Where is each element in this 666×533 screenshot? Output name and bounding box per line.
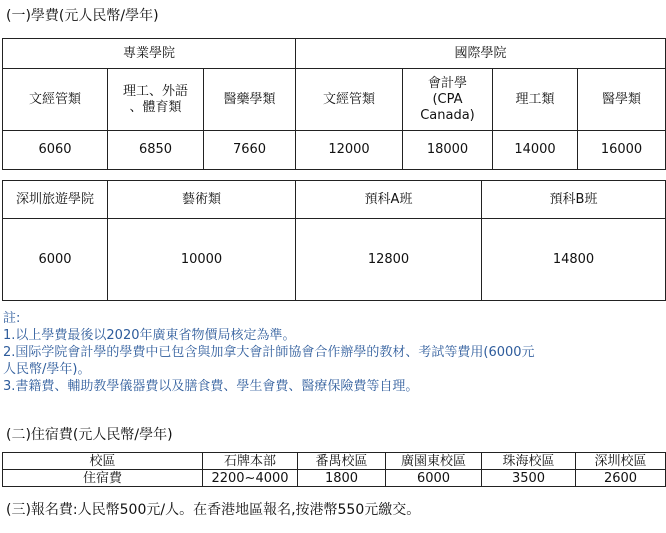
table1-value-cell: 12000 — [296, 131, 403, 170]
note-item: 2.国际学院會計學的學費中已包含與加拿大會計師協會合作辦學的教材、考試等費用(6000元 — [3, 345, 535, 360]
section1-heading: (一)學費(元人民幣/學年) — [6, 8, 159, 24]
table1-header-cell: 理工、外語 、體育類 — [108, 69, 204, 131]
accommodation-table — [2, 452, 666, 487]
group-header-professional: 專業學院 — [3, 39, 296, 69]
table1-value-cell: 18000 — [403, 131, 493, 170]
table1-header-cell: 文經管類 — [3, 69, 108, 131]
table2-header-cell: 深圳旅遊學院 — [3, 181, 108, 219]
table1-header-cell: 理工類 — [493, 69, 578, 131]
notes-title: 註: — [3, 311, 21, 326]
tuition-table-2 — [2, 180, 666, 301]
table1-value-cell: 7660 — [204, 131, 296, 170]
note-item: 3.書籍費、輔助教學儀器費以及膳食費、學生會費、醫療保險費等自理。 — [3, 379, 419, 394]
table3-value-cell: 6000 — [386, 470, 482, 487]
table2-value-cell: 12800 — [296, 219, 482, 301]
section2-heading: (二)住宿費(元人民幣/學年) — [6, 427, 173, 443]
table3-value-cell: 1800 — [298, 470, 386, 487]
table3-header-cell: 深圳校區 — [576, 453, 666, 470]
table3-value-cell: 2200~4000 — [203, 470, 298, 487]
table3-header-cell: 校區 — [3, 453, 203, 470]
table1-value-cell: 6060 — [3, 131, 108, 170]
table3-header-cell: 珠海校區 — [482, 453, 576, 470]
tuition-table-1 — [2, 38, 666, 170]
table2-value-cell: 10000 — [108, 219, 296, 301]
table3-header-cell: 石牌本部 — [203, 453, 298, 470]
table1-header-cell: 會計學 (CPA Canada) — [403, 69, 493, 131]
table1-value-cell: 14000 — [493, 131, 578, 170]
table1-header-cell: 文經管類 — [296, 69, 403, 131]
table1-value-cell: 16000 — [578, 131, 666, 170]
table1-header-cell: 醫學類 — [578, 69, 666, 131]
table3-value-cell: 3500 — [482, 470, 576, 487]
table1-value-cell: 6850 — [108, 131, 204, 170]
table2-value-cell: 14800 — [482, 219, 666, 301]
notes-block — [3, 310, 663, 395]
table2-header-cell: 預科B班 — [482, 181, 666, 219]
table2-header-cell: 預科A班 — [296, 181, 482, 219]
table3-value-cell: 2600 — [576, 470, 666, 487]
note-item: 1.以上學費最後以2020年廣東省物價局核定為準。 — [3, 328, 296, 343]
table3-header-cell: 廣園東校區 — [386, 453, 482, 470]
table2-header-cell: 藝術類 — [108, 181, 296, 219]
table2-value-cell: 6000 — [3, 219, 108, 301]
table3-header-cell: 番禺校區 — [298, 453, 386, 470]
table3-row-label: 住宿費 — [3, 470, 203, 487]
section3-text: (三)報名費:人民幣500元/人。在香港地區報名,按港幣550元繳交。 — [6, 502, 421, 518]
note-item: 人民幣/學年)。 — [3, 362, 91, 377]
table1-header-cell: 醫藥學類 — [204, 69, 296, 131]
group-header-international: 國際學院 — [296, 39, 666, 69]
